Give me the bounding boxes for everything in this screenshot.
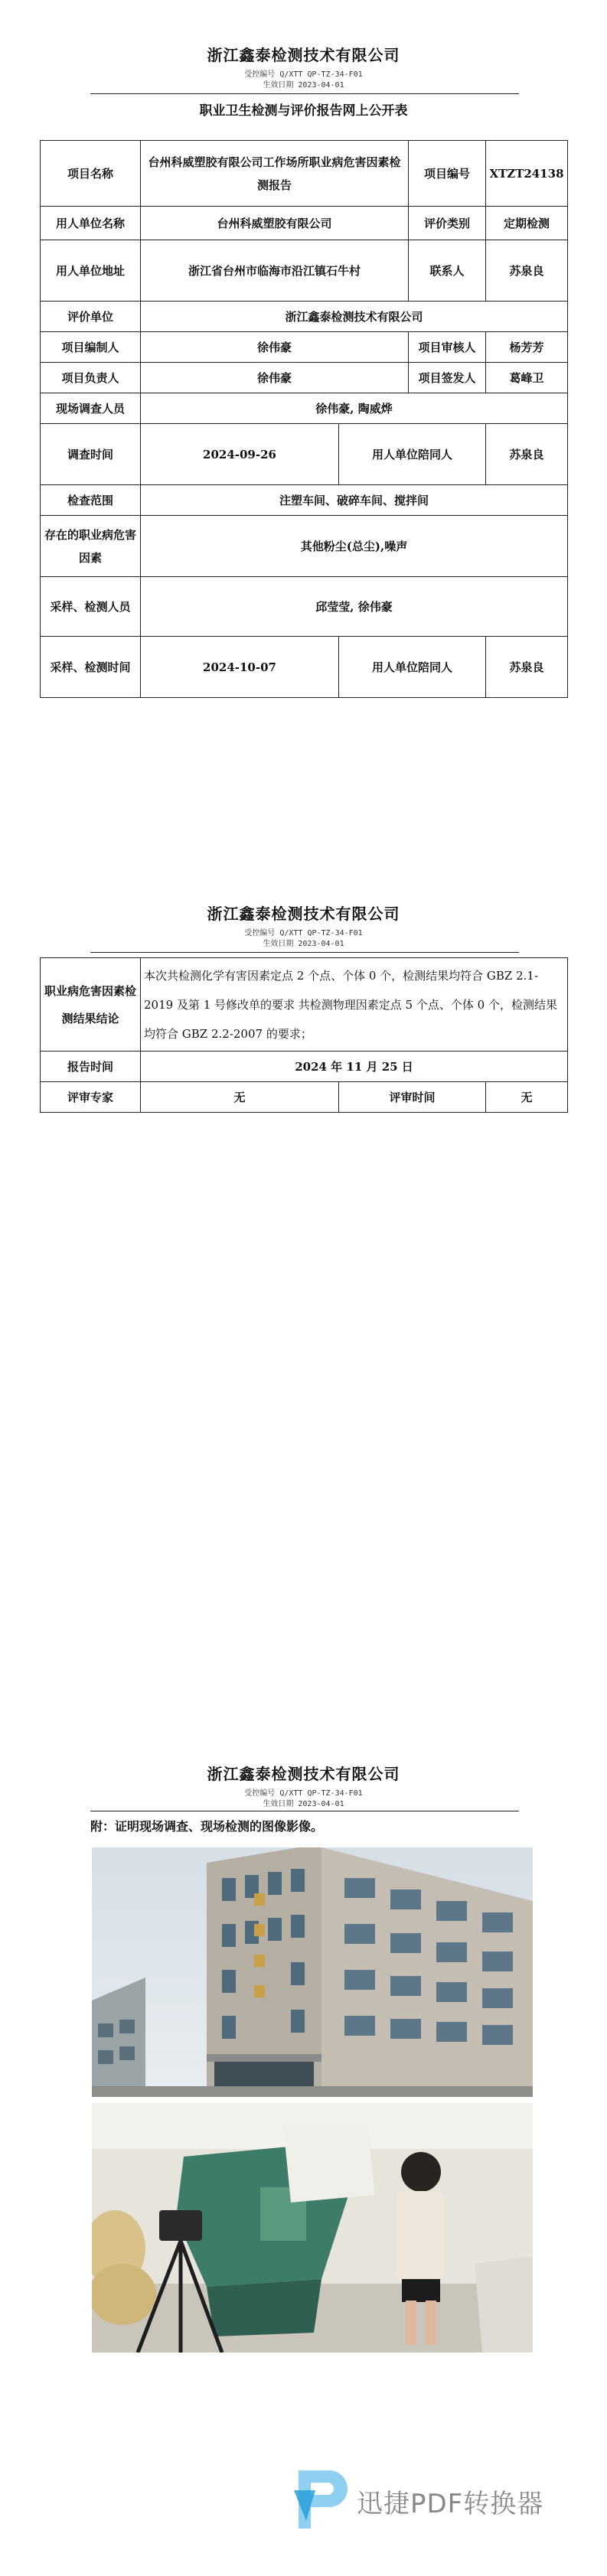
value-employer-addr: 浙江省台州市临海市沿江镇石牛村 [141, 240, 409, 302]
value-hazards: 其他粉尘(总尘),噪声 [141, 516, 568, 577]
value-scope: 注塑车间、破碎车间、搅拌间 [141, 485, 568, 516]
measurement-illustration [92, 2103, 533, 2353]
label-report-time: 报告时间 [41, 1052, 141, 1082]
value-reviewer: 杨芳芳 [486, 332, 568, 363]
building-illustration [92, 1847, 533, 2097]
value-experts: 无 [141, 1082, 339, 1113]
page-header [0, 43, 607, 91]
value-accompany: 苏泉良 [486, 424, 568, 485]
label-contact: 联系人 [409, 240, 486, 302]
label-experts: 评审专家 [41, 1082, 141, 1113]
label-accompany-2: 用人单位陪同人 [339, 637, 486, 698]
value-compiler: 徐伟豪 [141, 332, 409, 363]
label-investigators: 现场调查人员 [41, 393, 141, 424]
value-accompany-2: 苏泉良 [486, 637, 568, 698]
effective-date: 生效日期 2023-04-01 [263, 81, 344, 90]
page-header [0, 902, 607, 950]
page-header [0, 1762, 607, 1810]
pdf-converter-watermark [291, 2466, 582, 2535]
value-employer-name: 台州科威塑胶有限公司 [141, 207, 409, 240]
value-issuer: 葛峰卫 [486, 363, 568, 393]
company-name: 浙江鑫泰检测技术有限公司 [207, 905, 400, 923]
control-number: 受控编号 Q/XTT QP-TZ-34-F01 [244, 929, 363, 937]
header-rule [90, 93, 519, 94]
disclosure-table [40, 140, 568, 698]
label-eval-org: 评价单位 [41, 302, 141, 332]
doc-title: 职业卫生检测与评价报告网上公开表 [199, 103, 408, 119]
control-number: 受控编号 Q/XTT QP-TZ-34-F01 [244, 70, 363, 79]
value-sample-time: 2024-10-07 [141, 637, 339, 698]
value-project-name: 台州科威塑胶有限公司工作场所职业病危害因素检测报告 [141, 141, 409, 207]
effective-date: 生效日期 2023-04-01 [263, 940, 344, 948]
building-photo [92, 1847, 533, 2097]
label-compiler: 项目编制人 [41, 332, 141, 363]
control-number: 受控编号 Q/XTT QP-TZ-34-F01 [244, 1789, 363, 1798]
effective-date: 生效日期 2023-04-01 [263, 1800, 344, 1808]
label-project-name: 项目名称 [41, 141, 141, 207]
value-project-no: XTZT24138 [486, 141, 568, 207]
label-employer-name: 用人单位名称 [41, 207, 141, 240]
label-accompany: 用人单位陪同人 [339, 424, 486, 485]
label-samplers: 采样、检测人员 [41, 577, 141, 637]
label-issuer: 项目签发人 [409, 363, 486, 393]
value-review-time: 无 [486, 1082, 568, 1113]
label-survey-time: 调查时间 [41, 424, 141, 485]
attachment-note: 附：证明现场调查、现场检测的图像影像。 [90, 1819, 324, 1834]
value-conclusion: 本次共检测化学有害因素定点 2 个点、个体 0 个，检测结果均符合 GBZ 2.1-2019 及第 1 号修改单的要求 共检测物理因素定点 5 个点、个体 0 个，检测结果均符合 GBZ 2.2-2007 的要求； [141, 958, 568, 1052]
value-investigators: 徐伟豪, 陶威烨 [141, 393, 568, 424]
label-scope: 检查范围 [41, 485, 141, 516]
label-review-time: 评审时间 [339, 1082, 486, 1113]
label-sample-time: 采样、检测时间 [41, 637, 141, 698]
onsite-measurement-photo [92, 2103, 533, 2353]
watermark-text: 迅捷PDF转换器 [357, 2489, 544, 2519]
value-eval-type: 定期检测 [486, 207, 568, 240]
label-eval-type: 评价类别 [409, 207, 486, 240]
label-reviewer: 项目审核人 [409, 332, 486, 363]
value-samplers: 邱莹莹, 徐伟豪 [141, 577, 568, 637]
conclusion-table [40, 957, 568, 1113]
value-eval-org: 浙江鑫泰检测技术有限公司 [141, 302, 568, 332]
value-survey-time: 2024-09-26 [141, 424, 339, 485]
label-hazards: 存在的职业病危害因素 [41, 516, 141, 577]
converter-logo-icon [291, 2467, 351, 2533]
value-leader: 徐伟豪 [141, 363, 409, 393]
header-rule [90, 952, 519, 953]
company-name: 浙江鑫泰检测技术有限公司 [207, 1765, 400, 1783]
company-name: 浙江鑫泰检测技术有限公司 [207, 46, 400, 64]
value-report-time: 2024 年 11 月 25 日 [141, 1052, 568, 1082]
label-leader: 项目负责人 [41, 363, 141, 393]
label-project-no: 项目编号 [409, 141, 486, 207]
label-employer-addr: 用人单位地址 [41, 240, 141, 302]
value-contact: 苏泉良 [486, 240, 568, 302]
label-conclusion: 职业病危害因素检测结果结论 [41, 958, 141, 1052]
